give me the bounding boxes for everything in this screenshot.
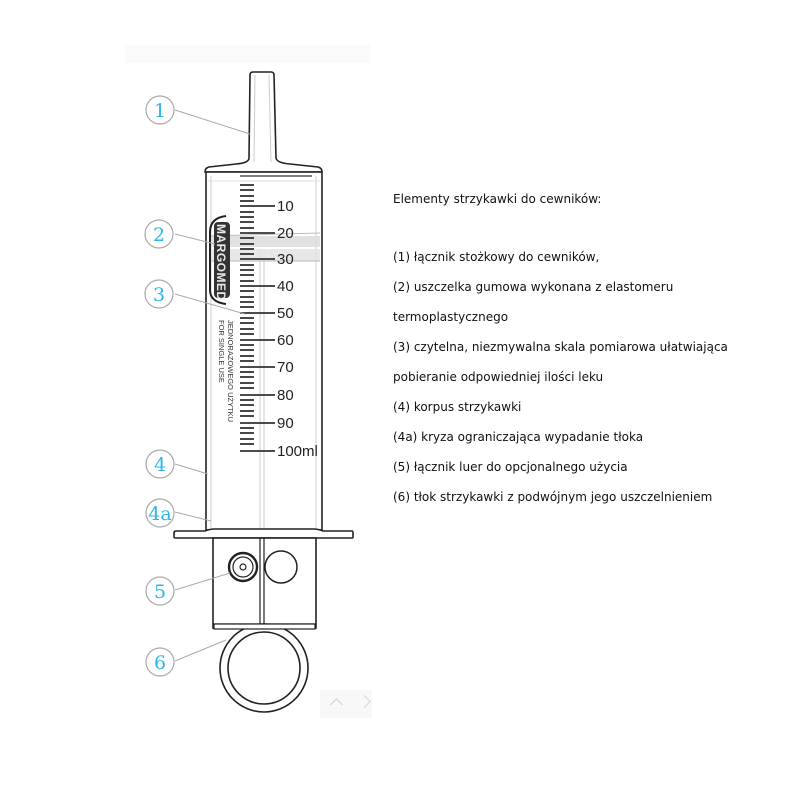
svg-text:6: 6 [153, 652, 167, 674]
scroll-nav-widget[interactable] [320, 690, 372, 718]
scale-label: 70 [277, 359, 294, 376]
callout-6 [146, 640, 226, 676]
finger-flange [174, 529, 353, 538]
callout-4a [146, 499, 211, 527]
description-item: (6) tłok strzykawki z podwójnym jego uszczelnieniem [393, 490, 713, 504]
scale-label: 20 [277, 225, 294, 242]
svg-text:3: 3 [152, 284, 166, 306]
plunger-housing [213, 538, 316, 628]
scale-label: 50 [277, 305, 294, 322]
description-item: (1) łącznik stożkowy do cewników, [393, 250, 600, 264]
scale-label: 80 [277, 387, 294, 404]
scale-label: 90 [277, 415, 294, 432]
description-item: (5) łącznik luer do opcjonalnego użycia [393, 460, 628, 474]
description-item: (3) czytelna, niezmywalna skala pomiarowa ułatwiająca [393, 340, 728, 354]
svg-text:JEDNORAZOWEGO UŻYTKU: JEDNORAZOWEGO UŻYTKU [226, 320, 235, 423]
scale-label: 40 [277, 278, 294, 295]
description-item: (4a) kryza ograniczająca wypadanie tłoka [393, 430, 644, 444]
svg-text:2: 2 [152, 224, 166, 246]
description-item: termoplastycznego [393, 310, 509, 324]
svg-text:1: 1 [153, 100, 167, 122]
svg-text:FOR SINGLE USE: FOR SINGLE USE [217, 320, 226, 383]
brand-label: MARGOMED [214, 224, 228, 301]
svg-text:4a: 4a [148, 503, 172, 525]
parts-description [393, 188, 773, 516]
scale-label: 60 [277, 332, 294, 349]
scale-label: 30 [277, 251, 294, 268]
callout-4 [146, 450, 208, 478]
conical-catheter-tip [205, 72, 322, 172]
chevron-up-icon[interactable] [330, 698, 343, 711]
description-item: pobieranie odpowiedniej ilości leku [393, 370, 604, 384]
svg-text:5: 5 [153, 581, 167, 603]
spacer [393, 218, 773, 246]
scale-label: 10 [277, 198, 294, 215]
description-item: (4) korpus strzykawki [393, 400, 522, 414]
description-title: Elementy strzykawki do cewników: [393, 192, 602, 206]
svg-text:4: 4 [153, 454, 167, 476]
description-item: (2) uszczelka gumowa wykonana z elastomeru [393, 280, 674, 294]
scale-label: 100ml [277, 443, 318, 460]
plunger-thumb-ring [214, 624, 315, 712]
callout-1 [146, 96, 250, 134]
callout-2 [145, 220, 215, 248]
chevron-right-icon[interactable] [358, 695, 371, 708]
